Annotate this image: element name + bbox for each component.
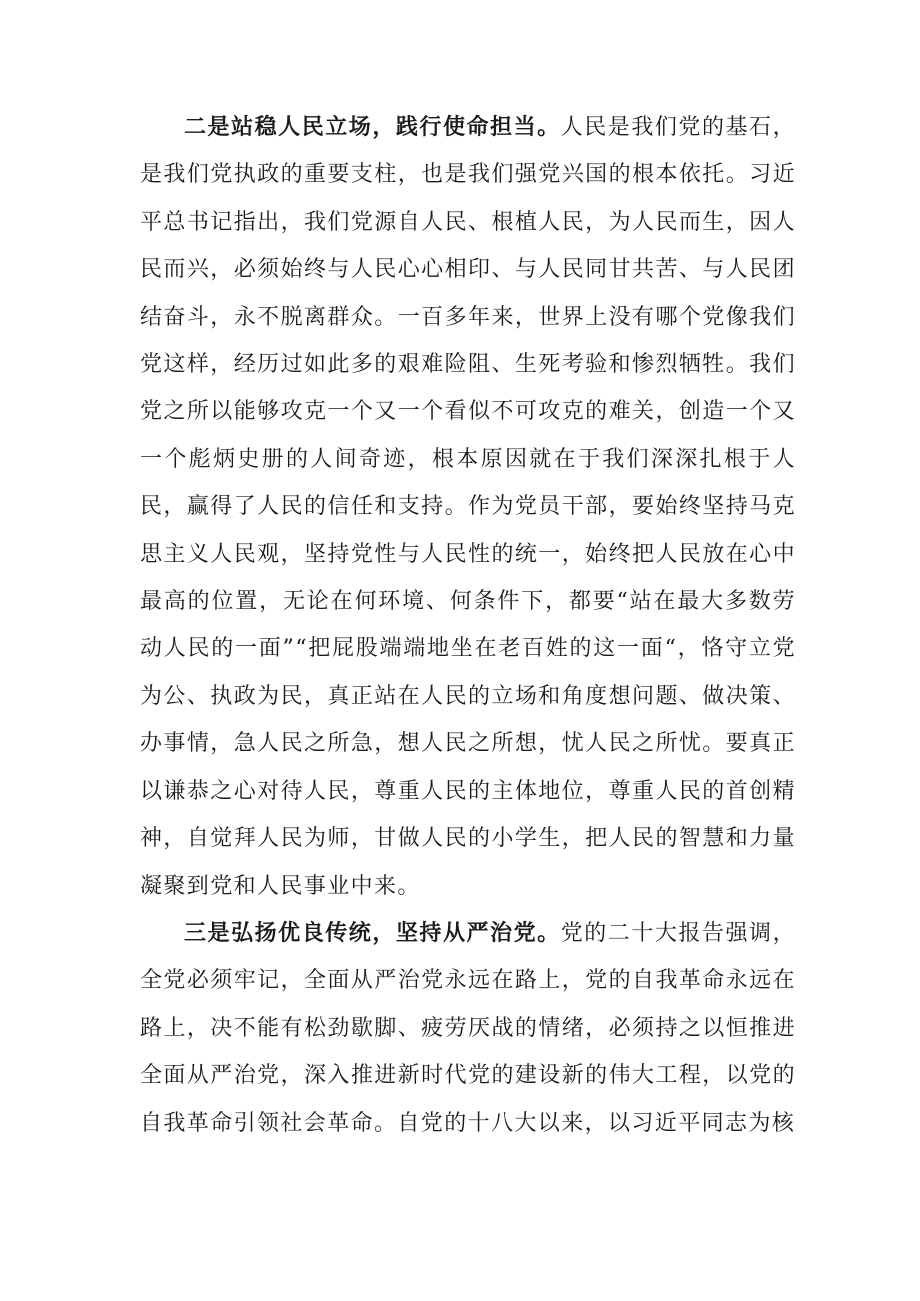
document-body [140,104,796,1147]
paragraph-strict-governance [140,910,796,1147]
paragraph-heading: 三是弘扬优良传统，坚持从严治党。 [184,919,561,946]
paragraph-heading: 二是站稳人民立场，践行使命担当。 [184,114,561,140]
paragraph-text: 人民是我们党的基石，是我们党执政的重要支柱，也是我们强党兴国的根本依托。习近平总书记指出，我们党源自人民、根植人民，为人民而生，因人民而兴，必须始终与人民心心相印、与人民同甘共苦、与人民团结奋斗，永不脱离群众。一百多年来，世界上没有哪个党像我们党这样，经历过如此多的艰难险阻、生死考验和惨烈牺牲。我们党之所以能够攻克一个又一个看似不可攻克的难关，创造一个又一个彪炳史册的人间奇迹，根本原因就在于我们深深扎根于人民，赢得了人民的信任和支持。作为党员干部，要始终坚持马克思主义人民观，坚持党性与人民性的统一，始终把人民放在心中最高的位置，无论在何环境、何条件下，都要“站在最大多数劳动人民的一面”“把屁股端端地坐在老百姓的这一面“，恪守立党为公、执政为民，真正站在人民的立场和角度想问题、做决策、办事情，急人民之所急，想人民之所想，忧人民之所忧。要真正以谦恭之心对待人民，尊重人民的主体地位，尊重人民的首创精神，自觉拜人民为师，甘做人民的小学生，把人民的智慧和力量凝聚到党和人民事业中来。 [140,115,796,899]
paragraph-people-stance [140,104,796,910]
paragraph-text: 党的二十大报告强调，全党必须牢记，全面从严治党永远在路上，党的自我革命永远在路上，决不能有松劲歇脚、疲劳厌战的情绪，必须持之以恒推进全面从严治党，深入推进新时代党的建设新的伟大工程，以党的自我革命引领社会革命。自党的十八大以来，以习近平同志为核 [140,920,796,1136]
